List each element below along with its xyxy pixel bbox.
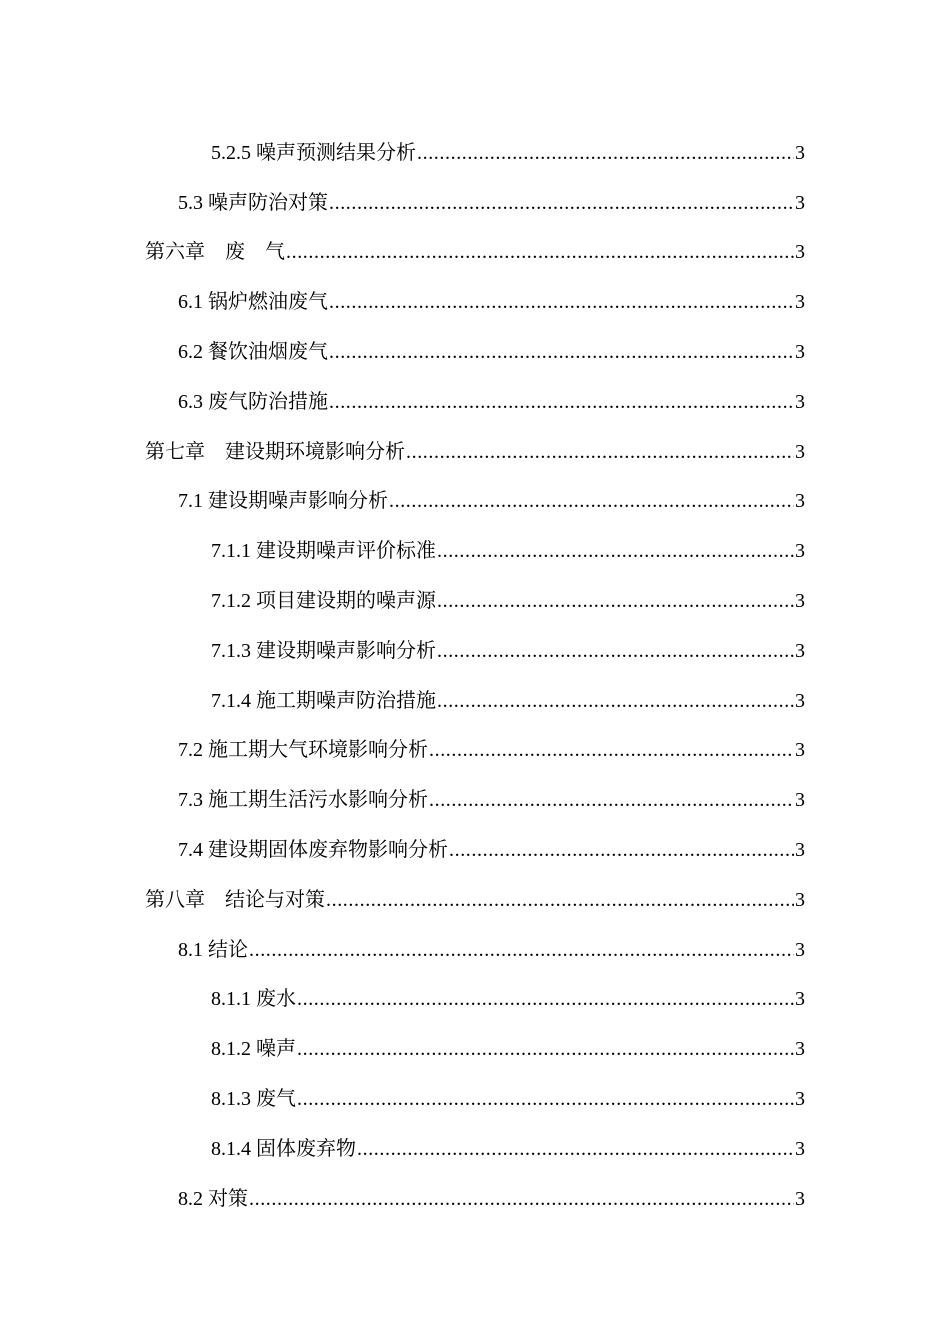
toc-page-number: 3 xyxy=(795,490,805,513)
toc-entry-label: 6.1 锅炉燃油废气 xyxy=(178,291,328,314)
toc-page-number: 3 xyxy=(795,141,805,164)
toc-dot-leader xyxy=(297,1037,794,1061)
toc-entry-label: 7.1.4 施工期噪声防治措施 xyxy=(211,689,436,712)
toc-entry-chapter-6[interactable] xyxy=(0,228,950,278)
toc-dot-leader xyxy=(329,290,794,314)
toc-entry-label: 8.1.4 固体废弃物 xyxy=(211,1137,356,1160)
toc-dot-leader xyxy=(389,489,794,513)
toc-page-number: 3 xyxy=(795,291,805,314)
toc-page-number: 3 xyxy=(795,1187,805,1210)
toc-entry-chapter-8[interactable] xyxy=(0,875,950,925)
toc-entry-7-2[interactable] xyxy=(0,726,950,776)
toc-entry-6-1[interactable] xyxy=(0,277,950,327)
toc-page-number: 3 xyxy=(795,839,805,862)
toc-entry-label: 5.3 噪声防治对策 xyxy=(178,191,328,214)
toc-dot-leader xyxy=(326,888,794,912)
toc-entry-7-3[interactable] xyxy=(0,775,950,825)
toc-entry-label: 7.1.1 建设期噪声评价标准 xyxy=(211,540,436,563)
toc-page-number: 3 xyxy=(795,1038,805,1061)
toc-dot-leader xyxy=(329,191,794,215)
toc-entry-label: 5.2.5 噪声预测结果分析 xyxy=(211,141,416,164)
toc-dot-leader xyxy=(329,390,794,414)
toc-entry-7-1-1[interactable] xyxy=(0,526,950,576)
toc-dot-leader xyxy=(329,340,794,364)
toc-entry-label: 7.4 建设期固体废弃物影响分析 xyxy=(178,839,448,862)
toc-entry-chapter-7[interactable] xyxy=(0,427,950,477)
toc-dot-leader xyxy=(297,987,794,1011)
toc-entry-label: 8.1 结论 xyxy=(178,938,248,961)
toc-dot-leader xyxy=(357,1137,794,1161)
toc-entry-label: 第七章 建设期环境影响分析 xyxy=(145,440,405,463)
toc-dot-leader xyxy=(437,539,794,563)
toc-entry-7-1-2[interactable] xyxy=(0,576,950,626)
toc-entry-label: 7.3 施工期生活污水影响分析 xyxy=(178,789,428,812)
toc-page-number: 3 xyxy=(795,241,805,264)
toc-entry-8-1-4[interactable] xyxy=(0,1124,950,1174)
toc-entry-7-1[interactable] xyxy=(0,477,950,527)
toc-entry-7-4[interactable] xyxy=(0,825,950,875)
toc-entry-7-1-4[interactable] xyxy=(0,676,950,726)
toc-dot-leader xyxy=(437,639,794,663)
toc-page-number: 3 xyxy=(795,888,805,911)
toc-page-number: 3 xyxy=(795,938,805,961)
toc-page-number: 3 xyxy=(795,988,805,1011)
toc-entry-label: 7.1.3 建设期噪声影响分析 xyxy=(211,639,436,662)
toc-page-number: 3 xyxy=(795,440,805,463)
toc-dot-leader xyxy=(249,1187,794,1211)
toc-dot-leader xyxy=(437,689,794,713)
toc-entry-label: 8.2 对策 xyxy=(178,1187,248,1210)
toc-entry-8-2[interactable] xyxy=(0,1174,950,1224)
toc-page-number: 3 xyxy=(795,191,805,214)
toc-entry-label: 第六章 废 气 xyxy=(145,241,285,264)
toc-dot-leader xyxy=(249,938,794,962)
toc-entry-label: 7.2 施工期大气环境影响分析 xyxy=(178,739,428,762)
toc-entry-label: 6.2 餐饮油烟废气 xyxy=(178,341,328,364)
toc-entry-label: 第八章 结论与对策 xyxy=(145,888,325,911)
toc-entry-8-1-1[interactable] xyxy=(0,975,950,1025)
toc-page-number: 3 xyxy=(795,789,805,812)
table-of-contents xyxy=(0,128,950,1224)
toc-dot-leader xyxy=(406,440,794,464)
toc-entry-6-2[interactable] xyxy=(0,327,950,377)
toc-entry-label: 8.1.2 噪声 xyxy=(211,1038,296,1061)
toc-entry-6-3[interactable] xyxy=(0,377,950,427)
toc-page-number: 3 xyxy=(795,590,805,613)
toc-page-number: 3 xyxy=(795,689,805,712)
toc-dot-leader xyxy=(449,838,794,862)
toc-dot-leader xyxy=(417,141,794,165)
toc-page-number: 3 xyxy=(795,1137,805,1160)
toc-page-number: 3 xyxy=(795,540,805,563)
toc-entry-label: 8.1.3 废气 xyxy=(211,1088,296,1111)
toc-page-number: 3 xyxy=(795,390,805,413)
toc-entry-5-3[interactable] xyxy=(0,178,950,228)
toc-entry-8-1-2[interactable] xyxy=(0,1024,950,1074)
toc-dot-leader xyxy=(297,1087,794,1111)
toc-entry-7-1-3[interactable] xyxy=(0,626,950,676)
toc-entry-label: 7.1 建设期噪声影响分析 xyxy=(178,490,388,513)
toc-entry-label: 7.1.2 项目建设期的噪声源 xyxy=(211,590,436,613)
toc-entry-8-1-3[interactable] xyxy=(0,1074,950,1124)
toc-page-number: 3 xyxy=(795,341,805,364)
toc-entry-label: 8.1.1 废水 xyxy=(211,988,296,1011)
toc-page-number: 3 xyxy=(795,639,805,662)
toc-page-number: 3 xyxy=(795,1088,805,1111)
toc-dot-leader xyxy=(437,589,794,613)
toc-dot-leader xyxy=(286,240,794,264)
toc-entry-5-2-5[interactable] xyxy=(0,128,950,178)
toc-dot-leader xyxy=(429,738,794,762)
toc-page-number: 3 xyxy=(795,739,805,762)
toc-entry-label: 6.3 废气防治措施 xyxy=(178,390,328,413)
toc-dot-leader xyxy=(429,788,794,812)
toc-entry-8-1[interactable] xyxy=(0,925,950,975)
